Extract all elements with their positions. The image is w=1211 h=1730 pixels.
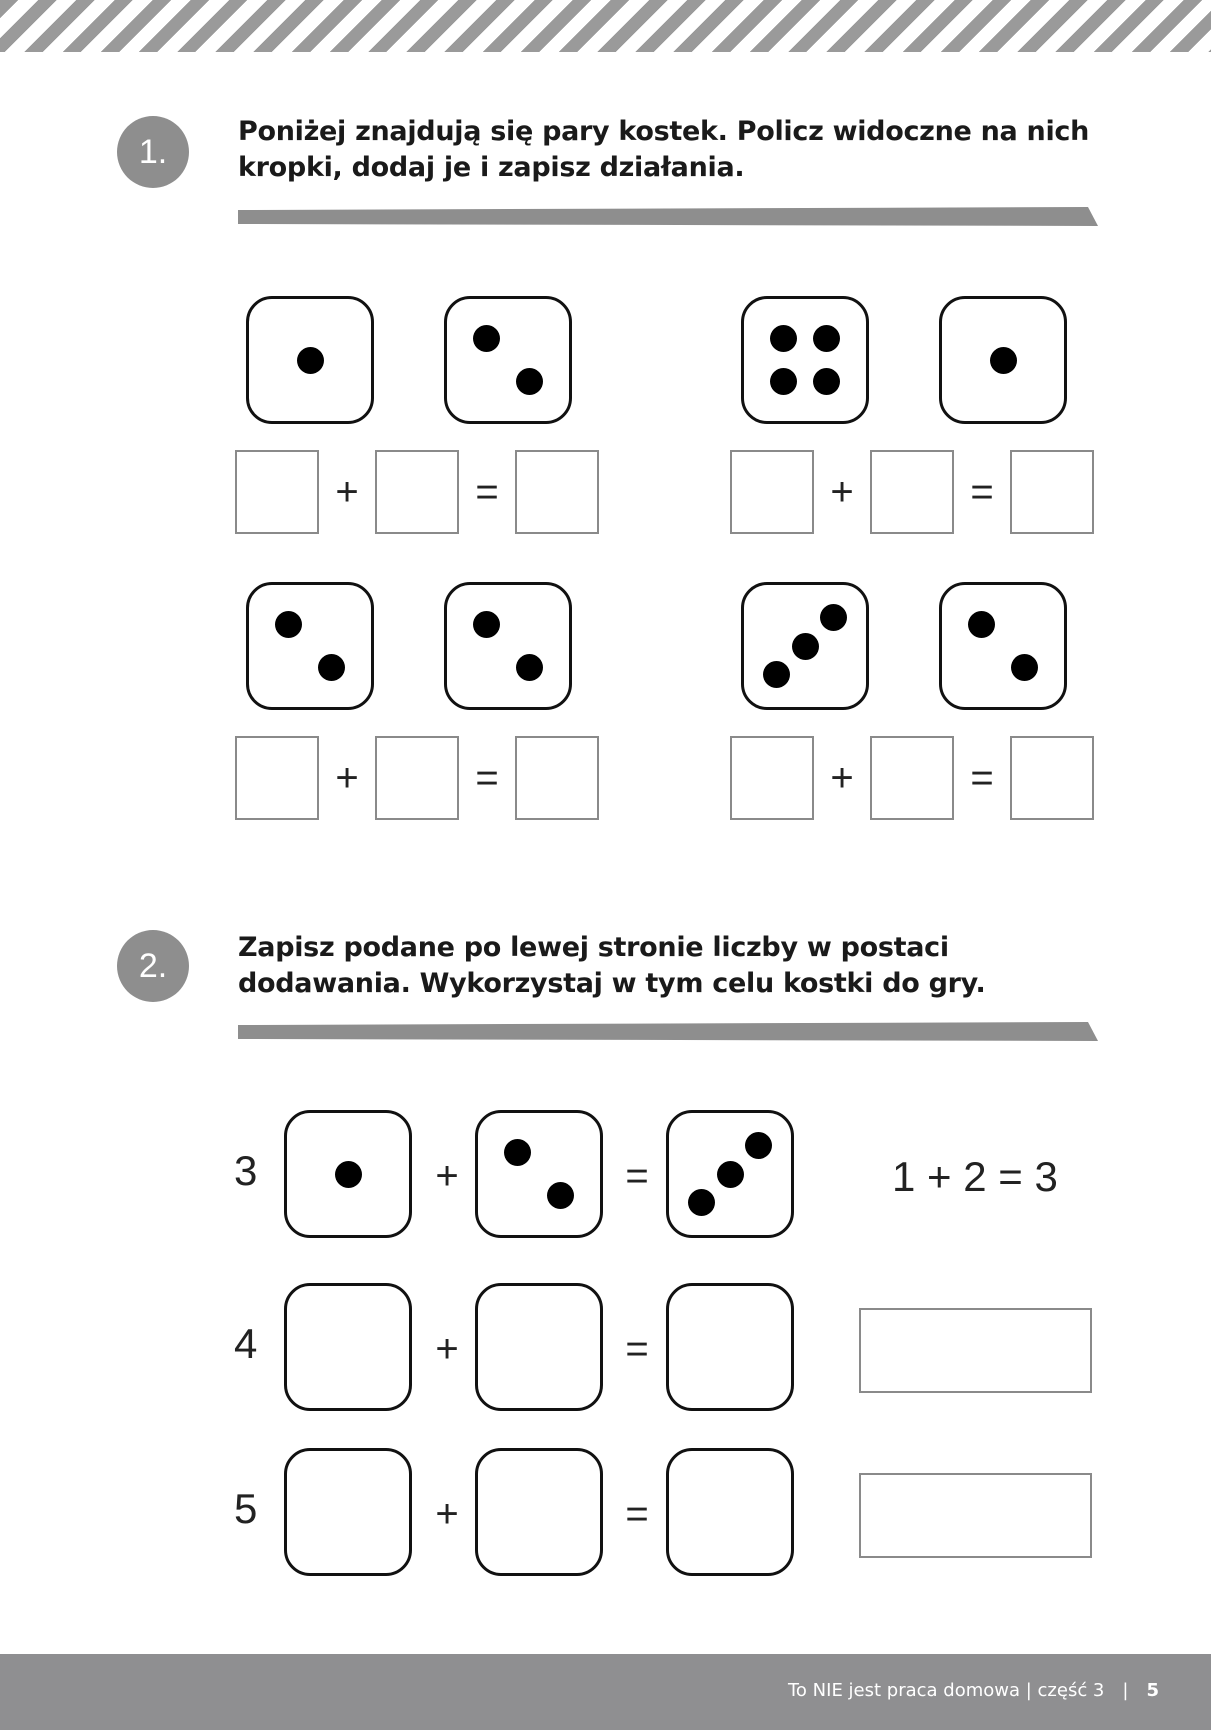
task-1-instruction: Poniżej znajdują się pary kostek. Policz widoczne na nich kropki, dodaj je i zapisz działania. <box>238 116 1090 183</box>
equals-sign: = <box>970 756 994 800</box>
footer-separator: | <box>1122 1680 1129 1701</box>
die-pip <box>770 325 797 352</box>
plus-sign: + <box>335 470 359 514</box>
plus-sign: + <box>830 756 854 800</box>
task-1-addend-1-box[interactable] <box>235 450 319 534</box>
task-2-target-number: 3 <box>234 1147 258 1194</box>
task-1-die-left <box>246 582 374 710</box>
equals-sign: = <box>970 470 994 514</box>
die-pip <box>473 611 500 638</box>
task-1-number-badge: 1. <box>117 116 189 188</box>
task-1-addend-1-box[interactable] <box>730 450 814 534</box>
task-2-die-addend-2 <box>475 1110 603 1238</box>
die-pip <box>516 654 543 681</box>
die-pip <box>990 347 1017 374</box>
equals-sign: = <box>625 1154 649 1198</box>
task-2-example-equation: 1 + 2 = 3 <box>892 1153 1058 1200</box>
equals-sign: = <box>475 470 499 514</box>
task-2-die-sum[interactable] <box>666 1283 794 1411</box>
equals-sign: = <box>625 1327 649 1371</box>
task-1-divider-bar <box>238 207 1098 229</box>
task-1-sum-box[interactable] <box>1010 736 1094 820</box>
die-pip <box>688 1189 715 1216</box>
die-pip <box>745 1132 772 1159</box>
task-1-addend-2-box[interactable] <box>375 450 459 534</box>
plus-sign: + <box>435 1492 459 1536</box>
task-1-die-left <box>741 296 869 424</box>
task-2-die-addend-1[interactable] <box>284 1448 412 1576</box>
task-1-die-right <box>939 582 1067 710</box>
task-2-die-addend-2[interactable] <box>475 1283 603 1411</box>
die-pip <box>335 1161 362 1188</box>
task-1-die-right <box>939 296 1067 424</box>
striped-header-band <box>0 0 1211 52</box>
die-pip <box>318 654 345 681</box>
task-1-addend-1-box[interactable] <box>235 736 319 820</box>
task-1-addend-1-box[interactable] <box>730 736 814 820</box>
plus-sign: + <box>435 1327 459 1371</box>
die-pip <box>770 368 797 395</box>
task-2-number-badge: 2. <box>117 930 189 1002</box>
task-2-die-addend-1[interactable] <box>284 1283 412 1411</box>
die-pip <box>504 1139 531 1166</box>
plus-sign: + <box>435 1154 459 1198</box>
die-pip <box>813 368 840 395</box>
equals-sign: = <box>625 1492 649 1536</box>
die-pip <box>516 368 543 395</box>
die-pip <box>792 633 819 660</box>
page-number: 5 <box>1146 1680 1159 1701</box>
die-pip <box>473 325 500 352</box>
task-2-die-sum[interactable] <box>666 1448 794 1576</box>
task-2-instruction: Zapisz podane po lewej stronie liczby w postaci dodawania. Wykorzystaj w tym celu kostki do gry. <box>238 932 986 999</box>
die-pip <box>297 347 324 374</box>
task-2-target-number: 5 <box>234 1485 258 1532</box>
task-2-equation-answer-box[interactable] <box>859 1473 1092 1558</box>
task-2-die-sum <box>666 1110 794 1238</box>
task-1-die-left <box>246 296 374 424</box>
task-1-sum-box[interactable] <box>1010 450 1094 534</box>
task-1-die-right <box>444 296 572 424</box>
page-footer <box>0 1654 1211 1730</box>
task-1-sum-box[interactable] <box>515 450 599 534</box>
die-pip <box>813 325 840 352</box>
task-1-die-right <box>444 582 572 710</box>
footer-text-line <box>788 1680 1211 1701</box>
task-1-addend-2-box[interactable] <box>870 450 954 534</box>
die-pip <box>820 604 847 631</box>
die-pip <box>275 611 302 638</box>
task-1-die-left <box>741 582 869 710</box>
die-pip <box>547 1182 574 1209</box>
task-2-die-addend-2[interactable] <box>475 1448 603 1576</box>
die-pip <box>763 661 790 688</box>
die-pip <box>717 1161 744 1188</box>
die-pip <box>1011 654 1038 681</box>
task-2-die-addend-1 <box>284 1110 412 1238</box>
plus-sign: + <box>335 756 359 800</box>
die-pip <box>968 611 995 638</box>
task-1-sum-box[interactable] <box>515 736 599 820</box>
task-2-equation-answer-box[interactable] <box>859 1308 1092 1393</box>
equals-sign: = <box>475 756 499 800</box>
task-2-divider-bar <box>238 1022 1098 1044</box>
task-2-target-number: 4 <box>234 1320 258 1367</box>
task-1-addend-2-box[interactable] <box>870 736 954 820</box>
plus-sign: + <box>830 470 854 514</box>
task-1-addend-2-box[interactable] <box>375 736 459 820</box>
footer-caption: To NIE jest praca domowa | część 3 <box>788 1680 1105 1701</box>
